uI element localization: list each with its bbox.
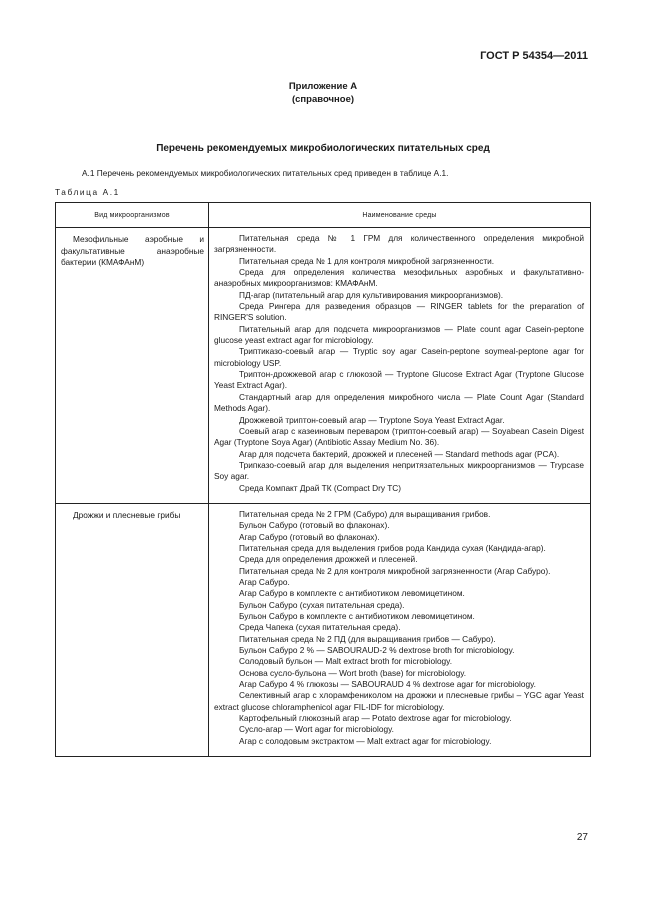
media-item: Среда Рингера для разведения образцов — RINGER tablets for the preparation of RINGER'S solution. <box>214 301 584 323</box>
header-medium-name: Наименование среды <box>209 203 591 228</box>
category-cell <box>56 503 209 756</box>
category-text: Дрожжи и плесневые грибы <box>73 509 181 520</box>
media-item: Бульон Сабуро (сухая питательная среда). <box>239 599 405 610</box>
media-item: Питательный агар для подсчета микроорганизмов — Plate count agar Casein-peptone glucose yeast extract agar for microbiology. <box>214 323 584 346</box>
media-item: Питательная среда № 2 ГРМ (Сабуро) для выращивания грибов. <box>239 508 491 519</box>
media-item: Агар Сабуро 4 % глюкозы — SABOURAUD 4 % dextrose agar for microbiology. <box>239 679 536 690</box>
media-item: Питательная среда № 2 для контроля микробной загрязненности (Агар Сабуро). <box>239 565 551 576</box>
media-cell <box>209 228 591 504</box>
category-cell <box>56 228 209 504</box>
intro-paragraph: А.1 Перечень рекомендуемых микробиологических питательных сред приведен в таблице А.1. <box>82 168 449 178</box>
media-item: Среда Компакт Драй ТК (Compact Dry TC) <box>239 482 402 493</box>
media-item: Агар Сабуро в комплекте с антибиотиком левомицетином. <box>239 588 465 599</box>
table-row <box>56 228 591 504</box>
standard-number: ГОСТ Р 54354—2011 <box>480 50 588 62</box>
media-item: Трипказо-соевый агар для выделения непритязательных микроорганизмов — Trypcase Soy agar. <box>214 459 584 482</box>
media-item: Триптиказо-соевый агар — Tryptic soy agar Casein-peptone soymeal-peptone agar for microbiology USP. <box>214 346 584 368</box>
media-item: Дрожжевой триптон-соевый агар — Tryptone Soya Yeast Extract Agar. <box>239 414 505 425</box>
media-item: Селективный агар с хлорамфениколом на дрожжи и плесневые грибы – YGC agar Yeast extract glucose chloramphenicol agar FIL-IDF for microbiology. <box>214 690 584 712</box>
media-item: ПД-агар (питательный агар для культивирования микроорганизмов). <box>239 289 504 300</box>
media-item: Среда Чапека (сухая питательная среда). <box>239 622 401 633</box>
media-item: Питательная среда № 1 ГРМ для количественного определения микробной загрязненности. <box>214 233 584 255</box>
media-item: Стандартный агар для определения микробного числа — Plate Count Agar (Standard Methods Agar). <box>214 391 584 414</box>
table-header-row <box>56 203 591 228</box>
media-item: Питательная среда № 1 для контроля микробной загрязненности. <box>239 255 495 266</box>
media-item: Соевый агар с казеиновым переваром (триптон-соевый агар) — Soyabean Casein Digest Agar (Tryptone Soya Agar) (Antibiotic Assay Medium No. 36). <box>214 425 584 448</box>
media-item: Сусло-агар — Wort agar for microbiology. <box>239 724 394 735</box>
media-item: Триптон-дрожжевой агар с глюкозой — Tryptone Glucose Extract Agar (Tryptone Glucose Yeast Extract Agar). <box>214 369 584 391</box>
media-item: Агар Сабуро. <box>239 576 290 587</box>
header-organism-type: Вид микроорганизмов <box>56 203 209 228</box>
media-item: Питательная среда № 2 ПД (для выращивания грибов — Сабуро). <box>239 633 496 644</box>
media-item: Агар Сабуро (готовый во флаконах). <box>239 531 380 542</box>
media-item: Солодовый бульон — Malt extract broth for microbiology. <box>239 656 453 667</box>
page-number: 27 <box>576 832 588 843</box>
media-item: Бульон Сабуро 2 % — SABOURAUD-2 % dextrose broth for microbiology. <box>239 645 515 656</box>
media-item: Бульон Сабуро (готовый во флаконах). <box>239 520 390 531</box>
table-row <box>56 503 591 756</box>
media-item: Основа сусло-бульона — Wort broth (base) for microbiology. <box>239 667 467 678</box>
media-item: Питательная среда для выделения грибов рода Кандида сухая (Кандида-агар). <box>239 542 546 553</box>
media-table <box>55 202 591 757</box>
annex-heading <box>0 80 646 106</box>
media-item: Агар для подсчета бактерий, дрожжей и плесеней — Standard methods agar (PCA). <box>239 448 560 459</box>
media-cell <box>209 503 591 756</box>
media-item: Агар с солодовым экстрактом — Malt extract agar for microbiology. <box>239 735 492 746</box>
media-item: Среда для определения дрожжей и плесеней. <box>239 554 418 565</box>
section-title: Перечень рекомендуемых микробиологических питательных сред <box>156 143 490 154</box>
annex-title: Приложение А <box>288 81 358 92</box>
media-item: Картофельный глюкозный агар — Potato dextrose agar for microbiology. <box>239 713 512 724</box>
media-item: Бульон Сабуро в комплекте с антибиотиком левомицетином. <box>239 611 475 621</box>
media-item: Среда для определения количества мезофильных аэробных и факультативно-анаэробных микроорганизмов: КМАФАнМ. <box>214 267 584 289</box>
annex-subtitle: (справочное) <box>291 94 355 105</box>
category-text: Мезофильные аэробные и факультативные анаэробные бактерии (КМАФАнМ) <box>61 234 204 267</box>
table-label: Таблица А.1 <box>55 187 120 197</box>
